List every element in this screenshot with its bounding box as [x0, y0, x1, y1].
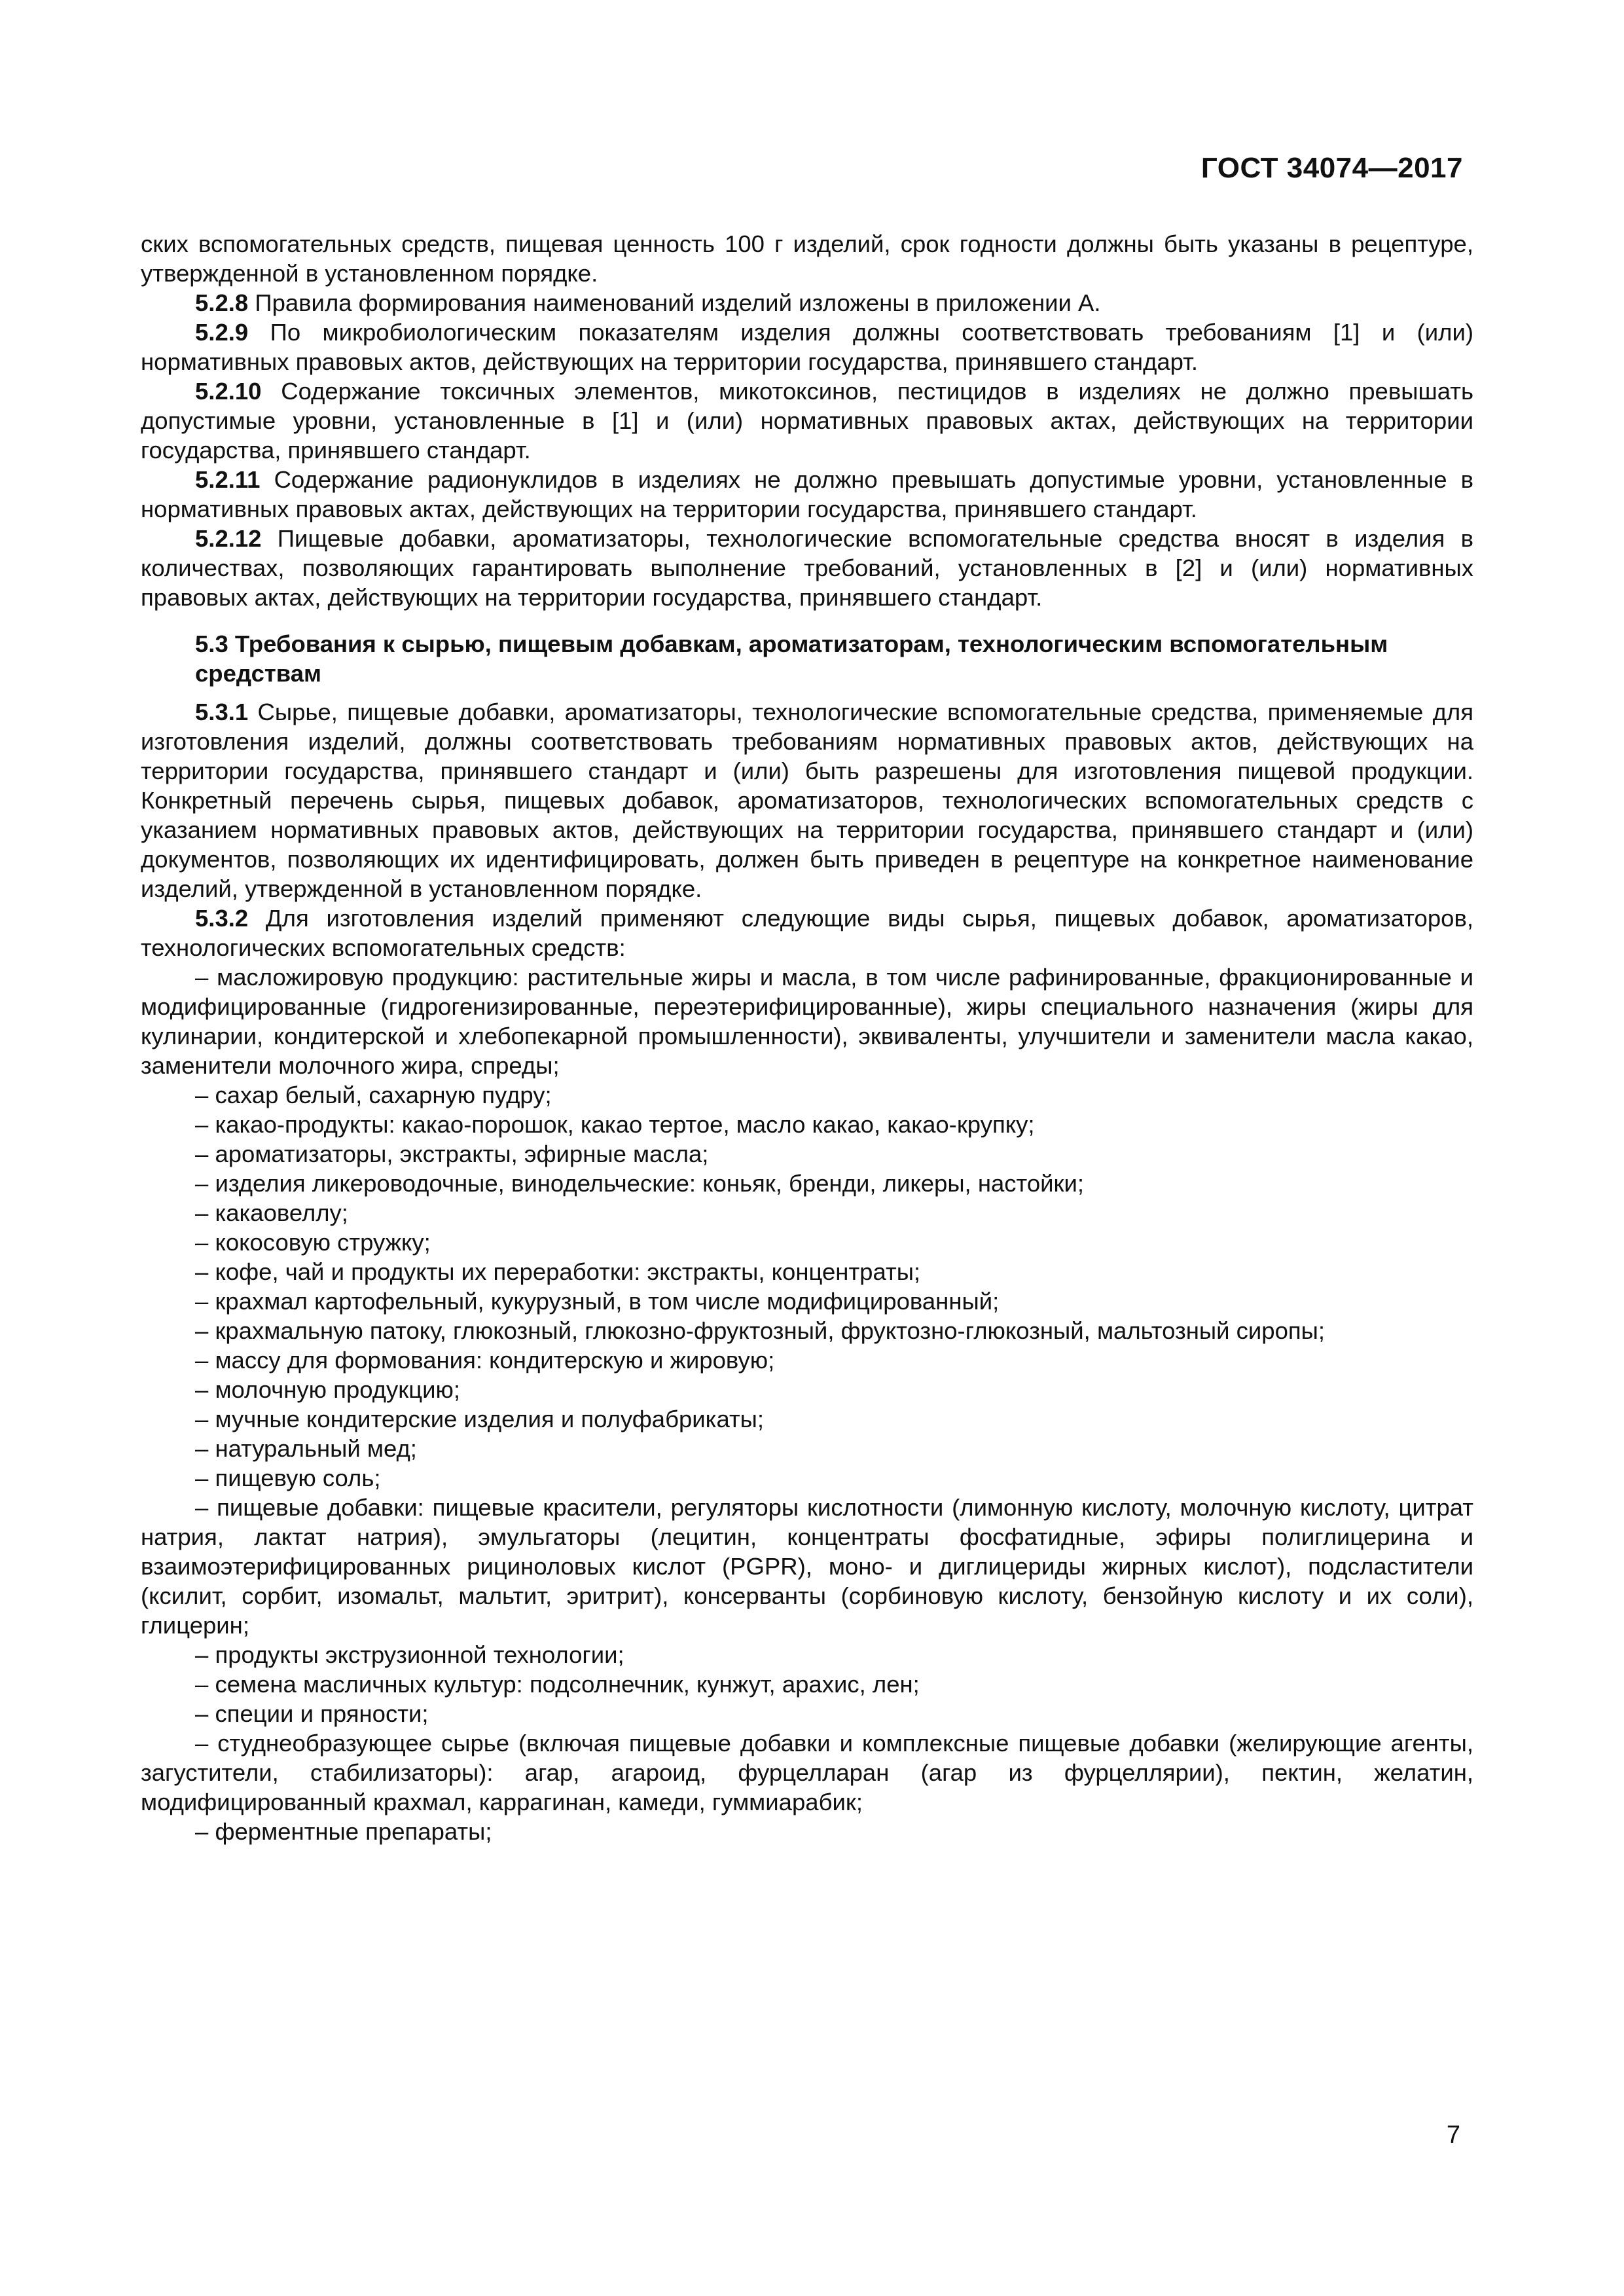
clause-number: 5.2.12: [195, 525, 262, 552]
clause-5-3-2: [141, 903, 1473, 962]
list-item: – натуральный мед;: [195, 1435, 417, 1462]
list-item: – специи и пряности;: [195, 1700, 429, 1727]
list-item: – семена масличных культур: подсолнечник, кунжут, арахис, лен;: [195, 1671, 920, 1698]
list-item: – массу для формования: кондитерскую и жировую;: [195, 1347, 775, 1374]
list-item: – продукты экструзионной технологии;: [195, 1641, 624, 1668]
list-item: – пищевые добавки: пищевые красители, регуляторы кислотности (лимонную кислоту, молочную кислоту, цитрат натрия, лактат натрия), эмульгаторы (лецитин, концентраты фосфатидные, эфиры полиглицерина и взаимоэтерифицированных рициноловых кислот (PGPR), моно- и диглицериды жирных кислот), подсластители (ксилит, сорбит, изомальт, мальтит, эритрит), консерванты (сорбиновую кислоту, бензойную кислоту и их соли), глицерин;: [141, 1494, 1473, 1639]
list-item: – какао-продукты: какао-порошок, какао тертое, масло какао, какао-крупку;: [195, 1111, 1035, 1138]
clause-number: 5.2.8: [195, 289, 249, 316]
clause-5-2-9: [141, 318, 1473, 376]
clause-text: Для изготовления изделий применяют следующие виды сырья, пищевых добавок, ароматизаторов, технологических вспомогательных средств:: [141, 905, 1473, 961]
list-item: – мучные кондитерские изделия и полуфабрикаты;: [195, 1406, 765, 1432]
list-item: – крахмальную патоку, глюкозный, глюкозно-фруктозный, фруктозно-глюкозный, мальтозный сиропы;: [195, 1317, 1326, 1344]
list-item: – сахар белый, сахарную пудру;: [195, 1082, 552, 1108]
clause-text: Сырье, пищевые добавки, ароматизаторы, технологические вспомогательные средства, применяемые для изготовления изделий, должны соответствовать требованиям нормативных правовых актов, действующих на территории государства, принявшего стандарт и (или) быть разрешены для изготовления пищевой продукции. Конкретный перечень сырья, пищевых добавок, ароматизаторов, технологических вспомогательных средств с указанием нормативных правовых актов, действующих на территории государства, принявшего стандарт и (или) документов, позволяющих их идентифицировать, должен быть приведен в рецептуре на конкретное наименование изделий, утвержденной в установленном порядке.: [141, 699, 1473, 902]
clause-text: По микробиологическим показателям изделия должны соответствовать требованиям [1] и (или) нормативных правовых актов, действующих на территории государства, принявшего стандарт.: [141, 319, 1473, 375]
clause-text: Содержание радионуклидов в изделиях не должно превышать допустимые уровни, установленные в нормативных правовых актах, действующих на территории государства, принявшего стандарт.: [141, 466, 1473, 522]
clause-text: Правила формирования наименований изделий изложены в приложении А.: [248, 289, 1101, 316]
clause-5-2-8: [141, 288, 1473, 318]
list-item: – студнеобразующее сырье (включая пищевые добавки и комплексные пищевые добавки (желирующие агенты, загустители, стабилизаторы): агар, агароид, фурцелларан (агар из фурцеллярии), пектин, желатин, модифицированный крахмал, каррагинан, камеди, гуммиарабик;: [141, 1730, 1473, 1815]
clause-5-2-11: [141, 465, 1473, 524]
document-code-header: ГОСТ 34074—2017: [1200, 152, 1463, 184]
clause-5-2-12: [141, 524, 1473, 612]
page-number: 7: [1446, 2121, 1460, 2149]
list-item: – ароматизаторы, экстракты, эфирные масла;: [195, 1140, 709, 1167]
clause-text: Пищевые добавки, ароматизаторы, технологические вспомогательные средства вносят в изделия в количествах, позволяющих гарантировать выполнение требований, установленных в [2] и (или) нормативных правовых актах, действующих на территории государства, принявшего стандарт.: [141, 525, 1473, 611]
list-item: – масложировую продукцию: растительные жиры и масла, в том числе рафинированные, фракционированные и модифицированные (гидрогенизированные, переэтерифицированные), жиры специального назначения (жиры для кулинарии, кондитерской и хлебопекарной промышленности), эквиваленты, улучшители и заменители масла какао, заменители молочного жира, спреды;: [141, 964, 1473, 1079]
clause-number: 5.2.9: [195, 319, 249, 346]
clause-number: 5.3.1: [195, 699, 249, 725]
clause-text: Содержание токсичных элементов, микотоксинов, пестицидов в изделиях не должно превышать допустимые уровни, установленные в [1] и (или) нормативных правовых актах, действующих на территории государства, принявшего стандарт.: [141, 378, 1473, 464]
list-item: – какаовеллу;: [195, 1199, 348, 1226]
clause-number: 5.3.2: [195, 905, 249, 932]
document-body: [141, 229, 1473, 1846]
list-item: – крахмал картофельный, кукурузный, в том числе модифицированный;: [195, 1288, 1000, 1315]
list-item: – изделия ликероводочные, винодельческие: коньяк, бренди, ликеры, настойки;: [195, 1170, 1085, 1197]
list-item: – ферментные препараты;: [195, 1818, 492, 1845]
list-item: – молочную продукцию;: [195, 1376, 461, 1403]
list-item: – кофе, чай и продукты их переработки: экстракты, концентраты;: [195, 1258, 921, 1285]
list-item: – кокосовую стружку;: [195, 1229, 431, 1256]
list-item: – пищевую соль;: [195, 1465, 381, 1491]
clause-5-3-1: [141, 697, 1473, 903]
section-5-3-heading: 5.3 Требования к сырью, пищевым добавкам, ароматизаторам, технологическим вспомогательным средствам: [195, 630, 1388, 687]
clause-number: 5.2.10: [195, 378, 262, 405]
clause-5-2-10: [141, 376, 1473, 465]
continuation-paragraph: ских вспомогательных средств, пищевая ценность 100 г изделий, срок годности должны быть указаны в рецептуре, утвержденной в установленном порядке.: [141, 230, 1473, 287]
clause-number: 5.2.11: [195, 466, 261, 493]
